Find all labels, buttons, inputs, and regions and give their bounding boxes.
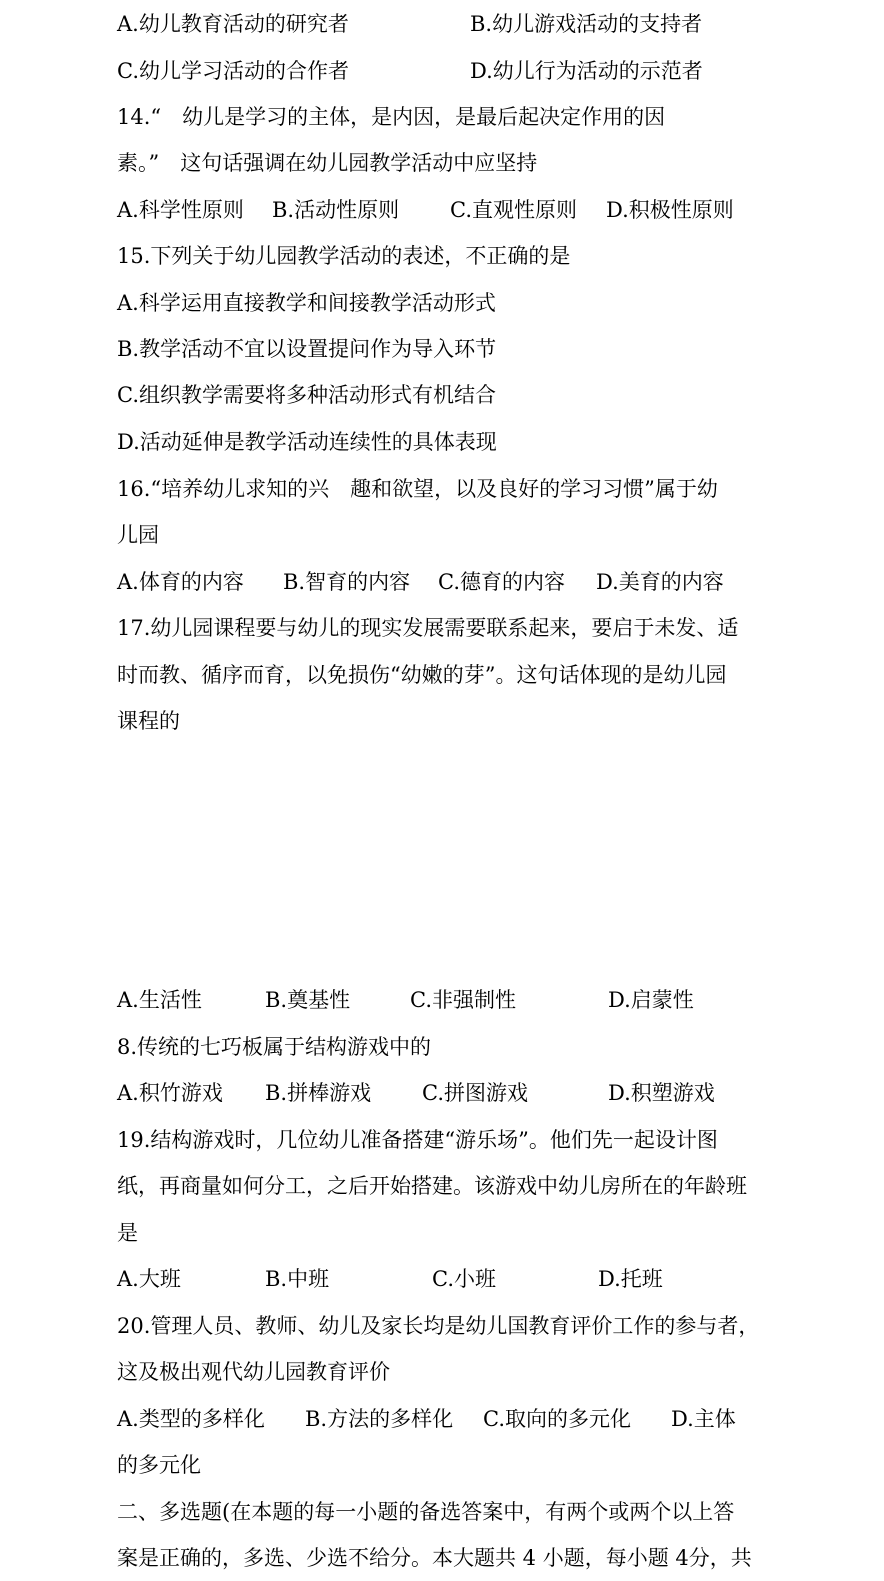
option-13-c: C.幼儿学习活动的合作者 xyxy=(117,59,349,83)
option-15-c: C.组织教学需要将多种活动形式有机结合 xyxy=(117,383,496,407)
section-2-heading-line-1: 二、多选题(在本题的每一小题的备选答案中，有两个或两个以上答 xyxy=(117,1500,735,1524)
question-20-line-2: 这及极出观代幼儿园教育评价 xyxy=(117,1360,390,1384)
question-17-line-3: 课程的 xyxy=(117,709,180,733)
option-20-d: D.主体 xyxy=(671,1407,736,1431)
option-15-d: D.活动延伸是教学活动连续性的具体表现 xyxy=(117,430,497,454)
option-15-a: A.科学运用直接教学和间接教学活动形式 xyxy=(117,291,496,315)
question-19-line-1: 19.结构游戏时，几位幼儿准备搭建“游乐场”。他们先一起设计图 xyxy=(117,1128,718,1152)
option-19-a: A.大班 xyxy=(117,1267,181,1291)
option-18-b: B.拼棒游戏 xyxy=(265,1081,372,1105)
option-14-d: D.积极性原则 xyxy=(606,198,734,222)
option-18-d: D.积塑游戏 xyxy=(608,1081,715,1105)
question-19-line-2: 纸，再商量如何分工，之后开始搭建。该游戏中幼儿房所在的年龄班 xyxy=(117,1174,747,1198)
option-13-a: A.幼儿教育活动的研究者 xyxy=(117,12,349,36)
question-15: 15.下列关于幼儿园教学活动的表述，不正确的是 xyxy=(117,244,571,268)
option-14-b: B.活动性原则 xyxy=(272,198,400,222)
section-2-heading-line-2: 案是正确的，多选、少选不给分。本大题共 4 小题，每小题 4分，共 xyxy=(117,1546,752,1570)
option-20-c: C.取向的多元化 xyxy=(483,1407,631,1431)
option-19-b: B.中班 xyxy=(265,1267,330,1291)
question-14-line-2: 素。” 这句话强调在幼儿园教学活动中应坚持 xyxy=(117,151,538,175)
option-18-a: A.积竹游戏 xyxy=(117,1081,223,1105)
question-17-line-2: 时而教、循序而育，以免损伤“幼嫩的芽”。这句话体现的是幼儿园 xyxy=(117,663,727,687)
option-16-b: B.智育的内容 xyxy=(283,570,411,594)
option-19-c: C.小班 xyxy=(432,1267,496,1291)
option-15-b: B.教学活动不宜以设置提问作为导入环节 xyxy=(117,337,497,361)
option-16-c: C.德育的内容 xyxy=(438,570,565,594)
option-17-d: D.启蒙性 xyxy=(608,988,694,1012)
question-19-line-3: 是 xyxy=(117,1221,138,1245)
option-13-d: D.幼儿行为活动的示范者 xyxy=(470,59,703,83)
option-19-d: D.托班 xyxy=(598,1267,663,1291)
question-14-line-1: 14.“ 幼儿是学习的主体，是内因，是最后起决定作用的因 xyxy=(117,105,666,129)
question-16-line-2: 儿园 xyxy=(117,523,159,547)
option-13-b: B.幼儿游戏活动的支持者 xyxy=(470,12,703,36)
option-18-c: C.拼图游戏 xyxy=(422,1081,528,1105)
option-17-c: C.非强制性 xyxy=(410,988,516,1012)
option-20-a: A.类型的多样化 xyxy=(117,1407,265,1431)
option-20-b: B.方法的多样化 xyxy=(305,1407,454,1431)
question-20-line-1: 20.管理人员、教师、幼儿及家长均是幼儿国教育评价工作的参与者， xyxy=(117,1314,760,1338)
question-16-line-1: 16.“培养幼儿求知的兴 趣和欲望，以及良好的学习习惯”属于幼 xyxy=(117,477,718,501)
option-14-a: A.科学性原则 xyxy=(117,198,244,222)
option-17-a: A.生活性 xyxy=(117,988,202,1012)
option-16-d: D.美育的内容 xyxy=(596,570,724,594)
question-17-line-1: 17.幼儿园课程要与幼儿的现实发展需要联系起来，要启于未发、适 xyxy=(117,616,739,640)
option-16-a: A.体育的内容 xyxy=(117,570,244,594)
option-14-c: C.直观性原则 xyxy=(450,198,577,222)
option-20-d-continued: 的多元化 xyxy=(117,1453,201,1477)
option-17-b: B.奠基性 xyxy=(265,988,351,1012)
question-18: 8.传统的七巧板属于结构游戏中的 xyxy=(117,1035,432,1059)
